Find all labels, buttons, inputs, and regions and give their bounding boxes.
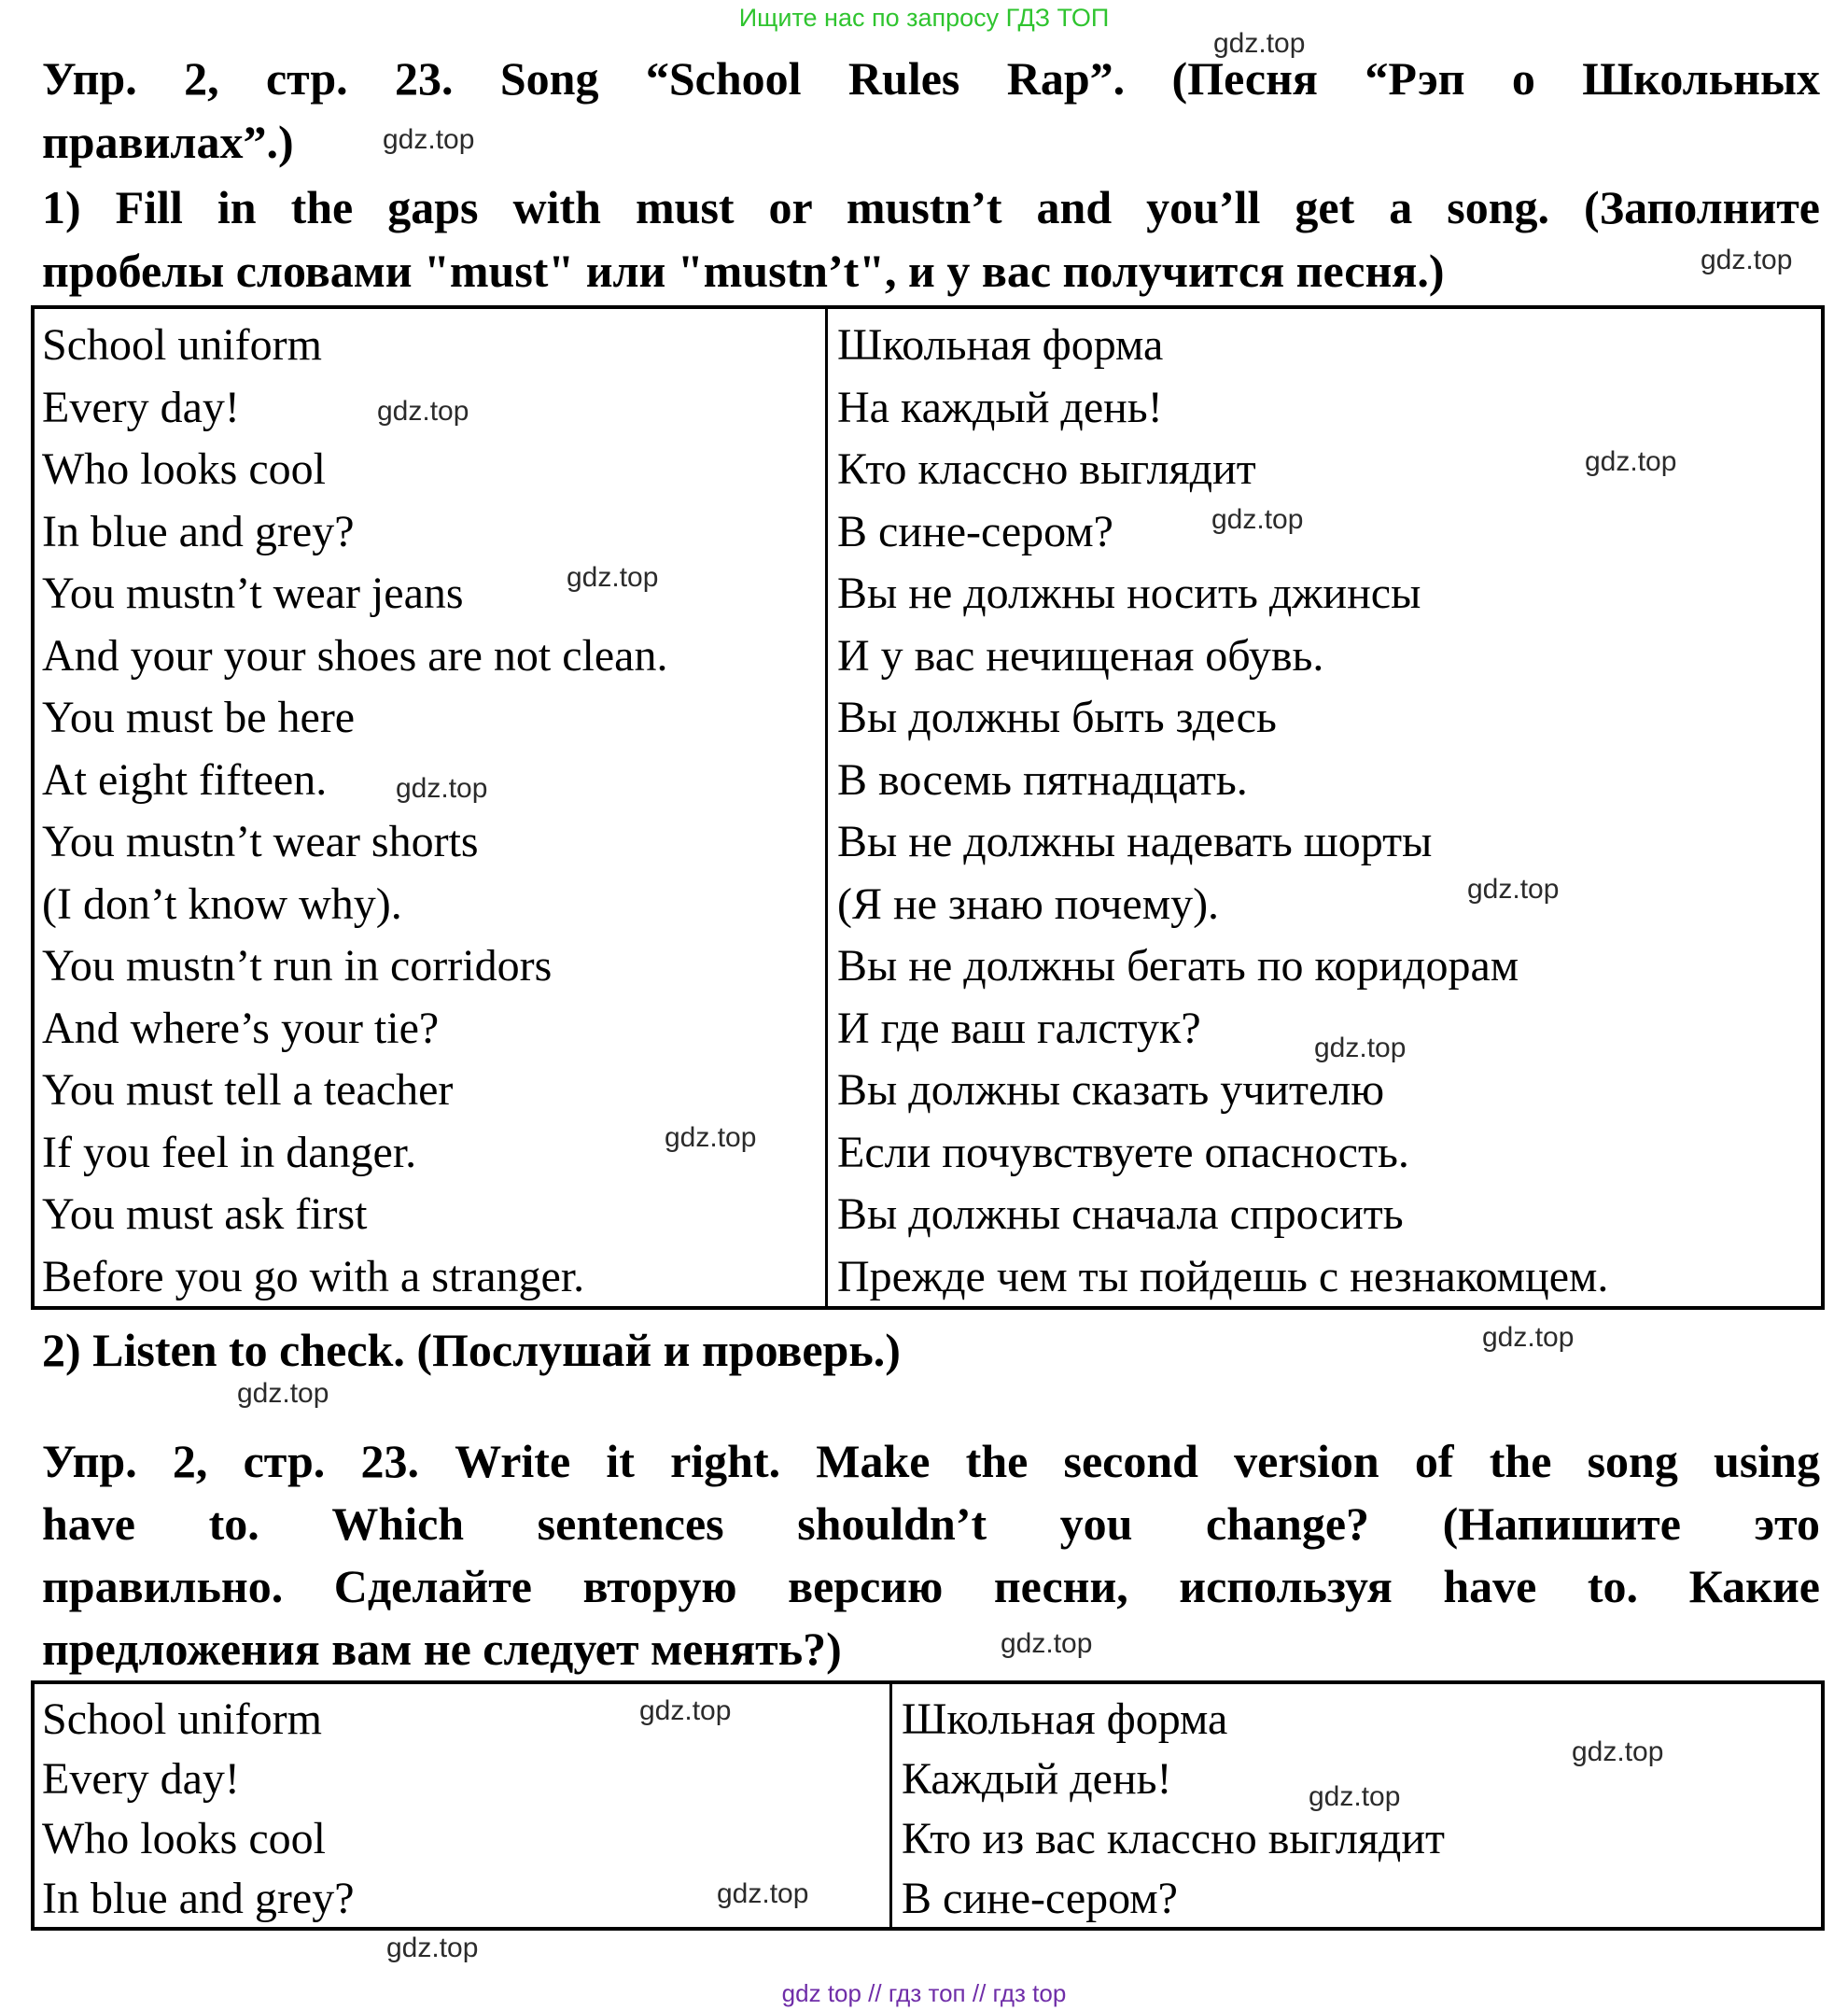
exercise1-task1-line1: 1) Fill in the gaps with must or mustn’t and you’ll get a song. (Заполните — [42, 181, 1820, 233]
lyric-line-en: Before you go with a stranger. — [42, 1251, 585, 1301]
exercise1-task2: 2) Listen to check. (Послушай и проверь.) — [42, 1324, 901, 1376]
gdz-watermark: gdz.top — [1314, 1033, 1407, 1063]
lyric-line-en: You must ask first — [42, 1189, 368, 1239]
exercise1-title — [42, 47, 1820, 174]
lyric-line-ru: Школьная форма — [902, 1694, 1228, 1744]
lyric-line-en: And your your shoes are not clean. — [42, 630, 668, 681]
lyric-line-ru: Каждый день! — [902, 1754, 1172, 1804]
lyric-line-ru: Вы не должны надевать шорты — [837, 817, 1433, 866]
gdz-watermark: gdz.top — [1701, 245, 1793, 275]
lyric-line-ru: (Я не знаю почему). — [837, 878, 1220, 929]
gdz-watermark: gdz.top — [1585, 446, 1677, 477]
gdz-watermark: gdz.top — [1309, 1781, 1401, 1812]
gdz-watermark: gdz.top — [377, 396, 469, 427]
lyric-line-ru: Если почувствуете опасность. — [837, 1127, 1409, 1177]
lyric-line-en: Every day! — [42, 382, 240, 432]
exercise2-title-line3: правильно. Сделайте вторую версию песни, используя have to. Какие — [42, 1560, 1820, 1612]
lyric-line-ru: В сине-сером? — [837, 506, 1113, 556]
footer-links: gdz top // гдз топ // гдз top — [781, 1979, 1067, 2007]
gdz-watermark: gdz.top — [1482, 1322, 1575, 1353]
exercise2-title-line1: Упр. 2, стр. 23. Write it right. Make the second version of the song using — [42, 1435, 1820, 1487]
lyric-line-ru: И где ваш галстук? — [837, 1003, 1201, 1053]
lyric-line-ru: Вы должны сначала спросить — [837, 1189, 1404, 1239]
exercise1-task1 — [42, 176, 1820, 302]
lyric-line-ru: На каждый день! — [837, 382, 1163, 432]
lyric-line-en: School uniform — [42, 320, 322, 370]
lyric-line-ru: Прежде чем ты пойдешь с незнакомцем. — [837, 1251, 1609, 1301]
lyric-line-en: (I don’t know why). — [42, 878, 402, 929]
gdz-watermark: gdz.top — [1467, 874, 1560, 905]
lyric-line-en: You must tell a teacher — [42, 1065, 454, 1115]
gdz-watermark: gdz.top — [1001, 1628, 1093, 1659]
gdz-watermark: gdz.top — [383, 124, 475, 155]
top-banner: Ищите нас по запросу ГДЗ ТОП — [738, 4, 1110, 32]
lyric-line-en: In blue and grey? — [42, 1874, 355, 1923]
lyric-line-ru: Вы не должны носить джинсы — [837, 569, 1421, 618]
lyric-line-en: If you feel in danger. — [42, 1127, 417, 1177]
lyric-line-en: In blue and grey? — [42, 506, 355, 556]
lyric-line-ru: Кто классно выглядит — [837, 444, 1256, 494]
gdz-watermark: gdz.top — [1572, 1736, 1664, 1767]
lyric-line-ru: Вы не должны бегать по коридорам — [837, 941, 1519, 991]
gdz-watermark: gdz.top — [567, 562, 659, 593]
lyric-line-ru: Кто из вас классно выглядит — [902, 1814, 1445, 1863]
lyric-line-ru: Вы должны сказать учителю — [837, 1065, 1385, 1115]
song-translation-table — [31, 305, 1825, 1310]
gdz-watermark: gdz.top — [665, 1122, 757, 1153]
gdz-watermark: gdz.top — [1211, 504, 1304, 535]
lyric-line-en: You mustn’t wear shorts — [42, 817, 479, 866]
lyric-line-en: Who looks cool — [42, 1814, 326, 1863]
lyric-line-en: School uniform — [42, 1694, 322, 1744]
exercise1-task1-line2: пробелы словами "must" или "mustn’t", и у вас получится песня.) — [42, 245, 1445, 297]
gdz-watermark: gdz.top — [386, 1933, 479, 1963]
lyric-line-en: At eight fifteen. — [42, 754, 328, 805]
table1-english-column — [35, 309, 828, 1306]
lyric-line-ru: В сине-сером? — [902, 1874, 1178, 1923]
exercise2-title-line2: have to. Which sentences shouldn’t you change? (Напишите это — [42, 1497, 1820, 1550]
gdz-watermark: gdz.top — [639, 1695, 732, 1726]
lyric-line-en: And where’s your tie? — [42, 1003, 440, 1053]
exercise2-title-line4: предложения вам не следует менять?) — [42, 1623, 842, 1675]
gdz-watermark: gdz.top — [396, 773, 488, 804]
exercise2-title — [42, 1430, 1820, 1680]
gdz-watermark: gdz.top — [237, 1378, 329, 1409]
lyric-line-ru: В восемь пятнадцать. — [837, 754, 1248, 805]
lyric-line-en: You mustn’t run in corridors — [42, 941, 553, 991]
lyric-line-ru: Вы должны быть здесь — [837, 693, 1277, 742]
lyric-line-en: You mustn’t wear jeans — [42, 569, 464, 618]
gdz-watermark: gdz.top — [1213, 28, 1306, 59]
song-rewrite-table — [31, 1680, 1825, 1931]
lyric-line-en: Who looks cool — [42, 444, 326, 494]
lyric-line-ru: И у вас нечищеная обувь. — [837, 630, 1324, 681]
exercise1-title-line2: правилах”.) — [42, 116, 294, 168]
exercise1-title-line1: Упр. 2, стр. 23. Song “School Rules Rap”. (Песня “Рэп о Школьных — [42, 52, 1820, 105]
lyric-line-ru: Школьная форма — [837, 320, 1164, 370]
gdz-watermark: gdz.top — [717, 1878, 809, 1909]
lyric-line-en: You must be here — [42, 693, 356, 742]
lyric-line-en: Every day! — [42, 1754, 240, 1804]
